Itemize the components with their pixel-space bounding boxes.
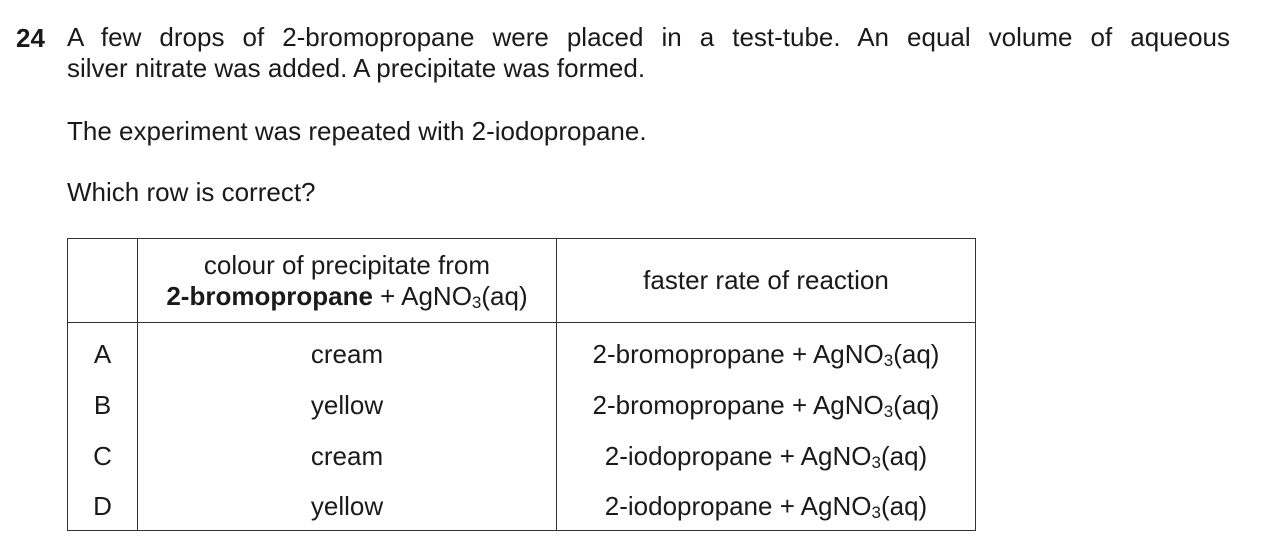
row-rate-sub: 3 — [883, 402, 894, 421]
row-rate-suffix: (aq) — [893, 390, 940, 420]
row-rate-text: 2-bromopropane + AgNO — [592, 390, 884, 420]
header-colour-line1: colour of precipitate from — [203, 249, 491, 280]
row-rate-sub: 3 — [871, 502, 881, 522]
question-paragraph-1 — [67, 22, 1230, 84]
question-number: 24 — [16, 23, 45, 53]
row-rate — [557, 323, 976, 381]
row-rate-text: 2-iodopropane + AgNO — [604, 490, 872, 521]
header-colour-cell — [138, 239, 557, 323]
answer-table-header — [68, 239, 976, 323]
row-key: D — [68, 482, 138, 531]
row-rate — [557, 431, 976, 482]
row-key: B — [68, 380, 138, 431]
row-rate — [557, 482, 976, 531]
header-colour-reagent-sub: 3 — [471, 292, 482, 312]
header-colour-reagent-suffix: (aq) — [481, 280, 528, 311]
row-key: A — [68, 323, 138, 381]
row-rate — [557, 380, 976, 431]
row-key: C — [68, 431, 138, 482]
question-prompt: Which row is correct? — [67, 177, 316, 207]
row-rate-suffix: (aq) — [893, 339, 940, 369]
table-row[interactable] — [68, 323, 976, 381]
table-row[interactable] — [68, 431, 976, 482]
header-colour-reagent: + AgNO — [372, 280, 472, 311]
table-row[interactable] — [68, 380, 976, 431]
question-line-2: silver nitrate was added. A precipitate was formed. — [67, 53, 646, 83]
question-paragraph-2: The experiment was repeated with 2-iodopropane. — [67, 116, 647, 146]
question-stem — [67, 22, 1230, 84]
question-line-1: A few drops of 2-bromopropane were placed in a test-tube. An equal volume of aqueous — [67, 22, 1230, 52]
row-colour: yellow — [138, 482, 557, 531]
row-colour: cream — [138, 323, 557, 381]
row-rate-suffix: (aq) — [880, 441, 928, 471]
table-row[interactable] — [68, 482, 976, 531]
row-rate-suffix: (aq) — [880, 490, 928, 521]
row-rate-text: 2-iodopropane + AgNO — [604, 441, 872, 471]
row-colour: cream — [138, 431, 557, 482]
header-rate-cell: faster rate of reaction — [557, 239, 976, 323]
answer-table — [67, 238, 976, 531]
header-key-cell — [68, 239, 138, 323]
row-colour: yellow — [138, 380, 557, 431]
row-rate-sub: 3 — [871, 453, 881, 472]
row-rate-text: 2-bromopropane + AgNO — [592, 339, 884, 369]
header-colour-compound: 2-bromopropane — [166, 280, 373, 311]
row-rate-sub: 3 — [883, 351, 894, 370]
